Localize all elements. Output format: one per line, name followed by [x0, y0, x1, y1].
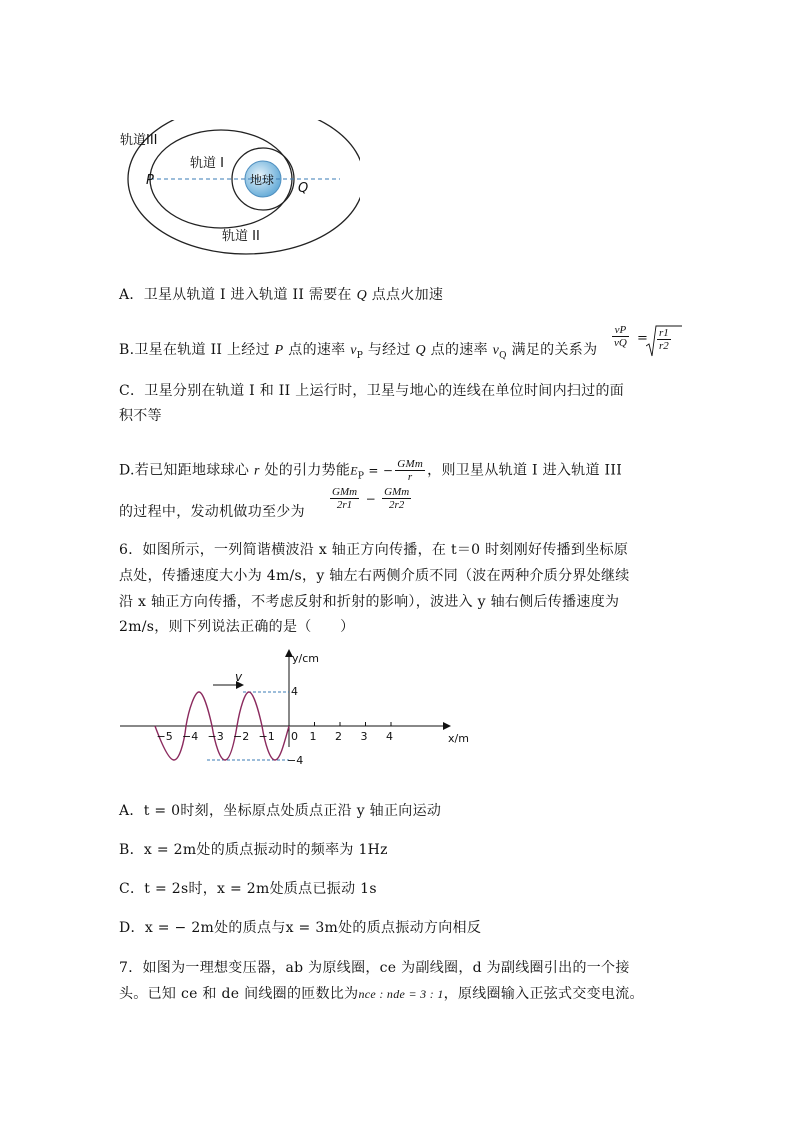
x-tick-label: 4 [386, 730, 393, 743]
q6-option-a: A．t = 0时刻，坐标原点处质点正沿 y 轴正向运动 [119, 803, 442, 819]
x-tick-label: −5 [156, 730, 173, 743]
q6-line4: 2m/s，则下列说法正确的是（ ） [119, 619, 355, 635]
label-earth: 地球 [250, 173, 275, 187]
label-orbit2: 轨道 II [222, 229, 260, 244]
label-orbit3: 轨道III [120, 133, 158, 148]
label-orbit1: 轨道 I [190, 156, 224, 171]
x-tick-label: −3 [207, 730, 224, 743]
x-tick-label: −4 [182, 730, 199, 743]
q6-option-b: B．x = 2m处的质点振动时的频率为 1Hz [119, 842, 388, 858]
label-p: P [146, 173, 154, 188]
q6-line2: 点处，传播速度大小为 4m/s，y 轴左右两侧介质不同（波在两种介质分界处继续 [119, 568, 630, 584]
q5-option-d-line1: D.若已知距地球球心 r 处的引力势能$E_P$ = − $\frac{\text{GMm}}{r}$ ，则卫星从轨道 I 进入轨道 III [119, 458, 623, 483]
y-top-label: 4 [291, 685, 298, 698]
q5-option-c-line1: C．卫星分别在轨道 I 和 II 上运行时，卫星与地心的连线在单位时间内扫过的面 [119, 383, 625, 399]
velocity-label: v [235, 670, 243, 684]
q5-option-d-line2: 的过程中，发动机做功至少为 [119, 504, 305, 520]
orbit-diagram [110, 120, 360, 260]
x-tick-label: 2 [335, 730, 342, 743]
y-bottom-label: −4 [287, 754, 304, 767]
x-tick-label: 0 [291, 730, 298, 743]
q5-option-c-line2: 积不等 [119, 408, 162, 424]
q7-line2: 头。已知 ce 和 de 间线圈的匝数比为nce : nde = 3 : 1，原线圈输入正弦式交变电流。 [119, 986, 644, 1002]
q5-option-a: A．卫星从轨道 I 进入轨道 II 需要在 Q 点点火加速 [119, 287, 444, 303]
x-tick-label: 1 [309, 730, 317, 743]
q5-option-b: B.卫星在轨道 II 上经过 P 点的速率 $v_P$ 与经过 Q 点的速率 $v_Q$ 满足的关系为 [119, 342, 598, 361]
q6-option-d: D．x = − 2m处的质点与x = 3m处的质点振动方向相反 [119, 920, 482, 936]
x-tick-label: −1 [258, 730, 275, 743]
x-axis-label: x/m [448, 732, 469, 745]
wave-diagram [115, 645, 480, 770]
x-tick-label: −2 [233, 730, 250, 743]
q5-option-d-work-formula: $\frac{\text{GMm}}{2r1}$ − $\frac{\text{GMm}}{2r2}$ [332, 486, 410, 511]
q7-line1: 7．如图为一理想变压器，ab 为原线圈，ce 为副线圈，d 为副线圈引出的一个接 [119, 960, 630, 976]
q6-line3: 沿 x 轴正方向传播，不考虑反射和折射的影响），波进入 y 轴右侧后传播速度为 [119, 594, 620, 610]
q5-option-b-formula: $\frac{vP}{vQ}$ = $\frac{r1}{r2}$ [612, 324, 682, 358]
q6-option-c: C．t = 2s时，x = 2m处质点已振动 1s [119, 881, 377, 897]
x-tick-label: 3 [360, 730, 368, 743]
y-axis-label: y/cm [292, 652, 319, 665]
label-q: Q [298, 181, 309, 196]
q6-line1: 6．如图所示，一列简谐横波沿 x 轴正方向传播，在 t＝0 时刻刚好传播到坐标原 [119, 542, 629, 558]
